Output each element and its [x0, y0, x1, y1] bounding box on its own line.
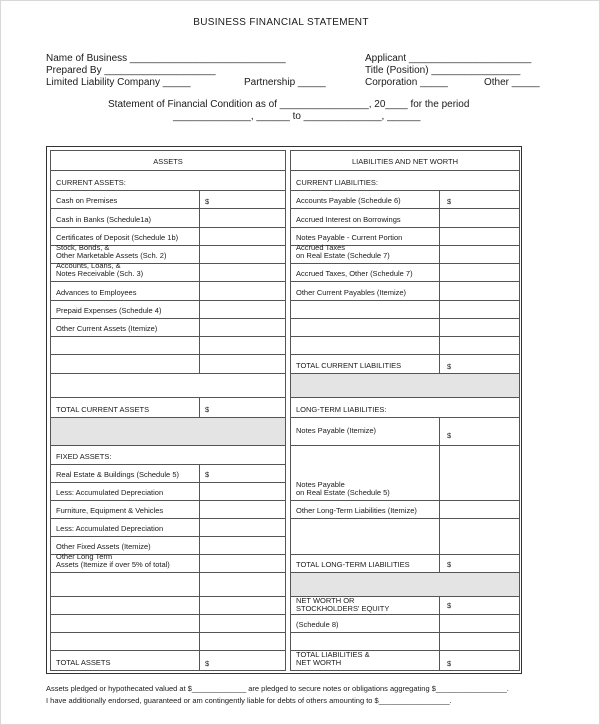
total-assets-label: TOTAL ASSETS	[56, 658, 111, 667]
schedule-8-label: (Schedule 8)	[296, 620, 339, 629]
real-estate-label: Real Estate & Buildings (Schedule 5)	[56, 470, 179, 479]
column-divider	[199, 465, 200, 670]
table-row	[291, 398, 519, 418]
other-option[interactable]: Other _____	[484, 77, 540, 88]
column-divider	[439, 597, 440, 670]
table-row[interactable]	[51, 261, 285, 282]
table-row[interactable]	[51, 501, 285, 519]
table-row[interactable]	[291, 319, 519, 337]
other-fixed-assets-label: Other Fixed Assets (Itemize)	[56, 542, 151, 551]
accrued-taxes-other-label: Accrued Taxes, Other (Schedule 7)	[296, 269, 413, 278]
table-row[interactable]	[291, 501, 519, 519]
table-row[interactable]	[51, 282, 285, 301]
less-accum-depreciation-label: Less: Accumulated Depreciation	[56, 524, 164, 533]
form-title: BUSINESS FINANCIAL STATEMENT	[193, 17, 369, 28]
table-row[interactable]	[51, 301, 285, 319]
advances-label: Advances to Employees	[56, 288, 137, 297]
partnership-option[interactable]: Partnership _____	[244, 77, 326, 88]
prepaid-label: Prepaid Expenses (Schedule 4)	[56, 306, 162, 315]
assets-panel	[50, 150, 286, 671]
accrued-interest-label: Accrued Interest on Borrowings	[296, 215, 401, 224]
other-long-term-liabilities-label: Other Long-Term Liabilities (Itemize)	[296, 506, 417, 515]
accrued-taxes-re-label: Accrued Taxes on Real Estate (Schedule 7)	[296, 243, 390, 260]
dollar-sign: $	[205, 659, 210, 668]
table-row[interactable]	[291, 446, 519, 501]
dollar-sign: $	[447, 601, 452, 610]
dollar-sign: $	[447, 197, 452, 206]
contingent-liability-line[interactable]: I have additionally endorsed, guaranteed or am contingently liable for debts of others amounting to $_________________.	[46, 696, 452, 705]
table-row[interactable]	[291, 651, 519, 670]
assets-header: ASSETS	[153, 157, 183, 166]
table-row	[291, 171, 519, 191]
llc-option[interactable]: Limited Liability Company _____	[46, 77, 191, 88]
title-position-field[interactable]: Title (Position) ________________	[365, 65, 521, 76]
table-row[interactable]	[51, 337, 285, 355]
name-of-business-field[interactable]: Name of Business ____________________________	[46, 53, 286, 64]
total-current-assets-label: TOTAL CURRENT ASSETS	[56, 405, 150, 414]
liabilities-header: LIABILITIES AND NET WORTH	[352, 157, 458, 166]
table-row	[51, 171, 285, 191]
table-row	[51, 446, 285, 465]
table-row[interactable]	[51, 191, 285, 209]
liabilities-panel	[290, 150, 520, 671]
dollar-sign: $	[205, 405, 210, 414]
shaded-row	[291, 374, 519, 398]
table-row[interactable]	[291, 615, 519, 633]
assets-header-row	[51, 151, 285, 171]
current-liabilities-label: CURRENT LIABILITIES:	[296, 178, 378, 187]
total-current-liabilities-label: TOTAL CURRENT LIABILITIES	[296, 361, 402, 370]
cash-on-premises-label: Cash on Premises	[56, 196, 118, 205]
table-row[interactable]	[51, 483, 285, 501]
table-row[interactable]	[291, 301, 519, 319]
table-row[interactable]	[291, 282, 519, 301]
dollar-sign: $	[447, 431, 452, 440]
table-row[interactable]	[51, 355, 285, 374]
corporation-option[interactable]: Corporation _____	[365, 77, 448, 88]
total-long-term-liabilities-label: TOTAL LONG-TERM LIABILITIES	[296, 560, 410, 569]
prepared-by-field[interactable]: Prepared By ____________________	[46, 65, 216, 76]
table-row[interactable]	[51, 319, 285, 337]
other-current-assets-label: Other Current Assets (Itemize)	[56, 324, 158, 333]
table-row[interactable]	[51, 597, 285, 615]
less-accum-depreciation-label: Less: Accumulated Depreciation	[56, 488, 164, 497]
table-row[interactable]	[291, 337, 519, 355]
column-divider	[199, 398, 200, 418]
other-current-payables-label: Other Current Payables (Itemize)	[296, 288, 407, 297]
long-term-liabilities-label: LONG-TERM LIABILITIES:	[296, 405, 387, 414]
table-row[interactable]	[291, 597, 519, 615]
table-row[interactable]	[51, 651, 285, 670]
column-divider	[199, 191, 200, 374]
total-liabilities-net-worth-label: TOTAL LIABILITIES & NET WORTH	[296, 650, 370, 667]
dollar-sign: $	[447, 362, 452, 371]
dollar-sign: $	[447, 560, 452, 569]
shaded-row	[51, 418, 285, 446]
table-row[interactable]	[51, 519, 285, 537]
table-row[interactable]	[51, 615, 285, 633]
certificates-label: Certificates of Deposit (Schedule 1b)	[56, 233, 179, 242]
column-divider	[439, 191, 440, 374]
table-row[interactable]	[51, 552, 285, 573]
table-row[interactable]	[291, 519, 519, 555]
other-long-term-assets-label: Other Long Term Assets (Itemize if over 5% of total)	[56, 552, 170, 569]
table-row[interactable]	[291, 418, 519, 446]
furniture-label: Furniture, Equipment & Vehicles	[56, 506, 164, 515]
dollar-sign: $	[205, 197, 210, 206]
applicant-field[interactable]: Applicant ______________________	[365, 53, 532, 64]
cash-in-banks-label: Cash in Banks (Schedule1a)	[56, 215, 152, 224]
net-worth-label: NET WORTH OR STOCKHOLDERS' EQUITY	[296, 596, 390, 613]
table-row[interactable]	[51, 209, 285, 228]
table-row[interactable]	[291, 355, 519, 374]
statement-period-line[interactable]: ______________, ______ to ______________, ______	[173, 111, 421, 122]
table-row[interactable]	[291, 633, 519, 651]
notes-payable-current-label: Notes Payable - Current Portion	[296, 233, 403, 242]
current-assets-label: CURRENT ASSETS:	[56, 178, 126, 187]
liabilities-header-row	[291, 151, 519, 171]
table-row[interactable]	[51, 633, 285, 651]
notes-payable-itemize-label: Notes Payable (Itemize)	[296, 426, 377, 435]
table-row	[51, 374, 285, 398]
table-row[interactable]	[51, 573, 285, 597]
notes-payable-re-label: Notes Payable on Real Estate (Schedule 5)	[296, 480, 390, 497]
dollar-sign: $	[205, 470, 210, 479]
accounts-payable-label: Accounts Payable (Schedule 6)	[296, 196, 401, 205]
table-row[interactable]	[51, 398, 285, 418]
table-row[interactable]	[51, 465, 285, 483]
dollar-sign: $	[447, 659, 452, 668]
table-row[interactable]	[291, 209, 519, 228]
stock-bonds-label: Stock, Bonds, & Other Marketable Assets (Sch. 2)	[56, 243, 167, 260]
table-row[interactable]	[291, 243, 519, 264]
table-row[interactable]	[291, 264, 519, 282]
shaded-row	[291, 573, 519, 597]
statement-date-line[interactable]: Statement of Financial Condition as of ________________, 20____ for the period	[108, 99, 470, 110]
pledged-assets-line[interactable]: Assets pledged or hypothecated valued at $_____________ are pledged to secure notes or obligations aggregating $_________________.	[46, 684, 509, 693]
table-row[interactable]	[291, 191, 519, 209]
fixed-assets-label: FIXED ASSETS:	[56, 452, 112, 461]
table-row[interactable]	[291, 555, 519, 573]
column-divider	[439, 418, 440, 573]
accounts-loans-label: Accounts, Loans, & Notes Receivable (Sch. 3)	[56, 261, 144, 278]
